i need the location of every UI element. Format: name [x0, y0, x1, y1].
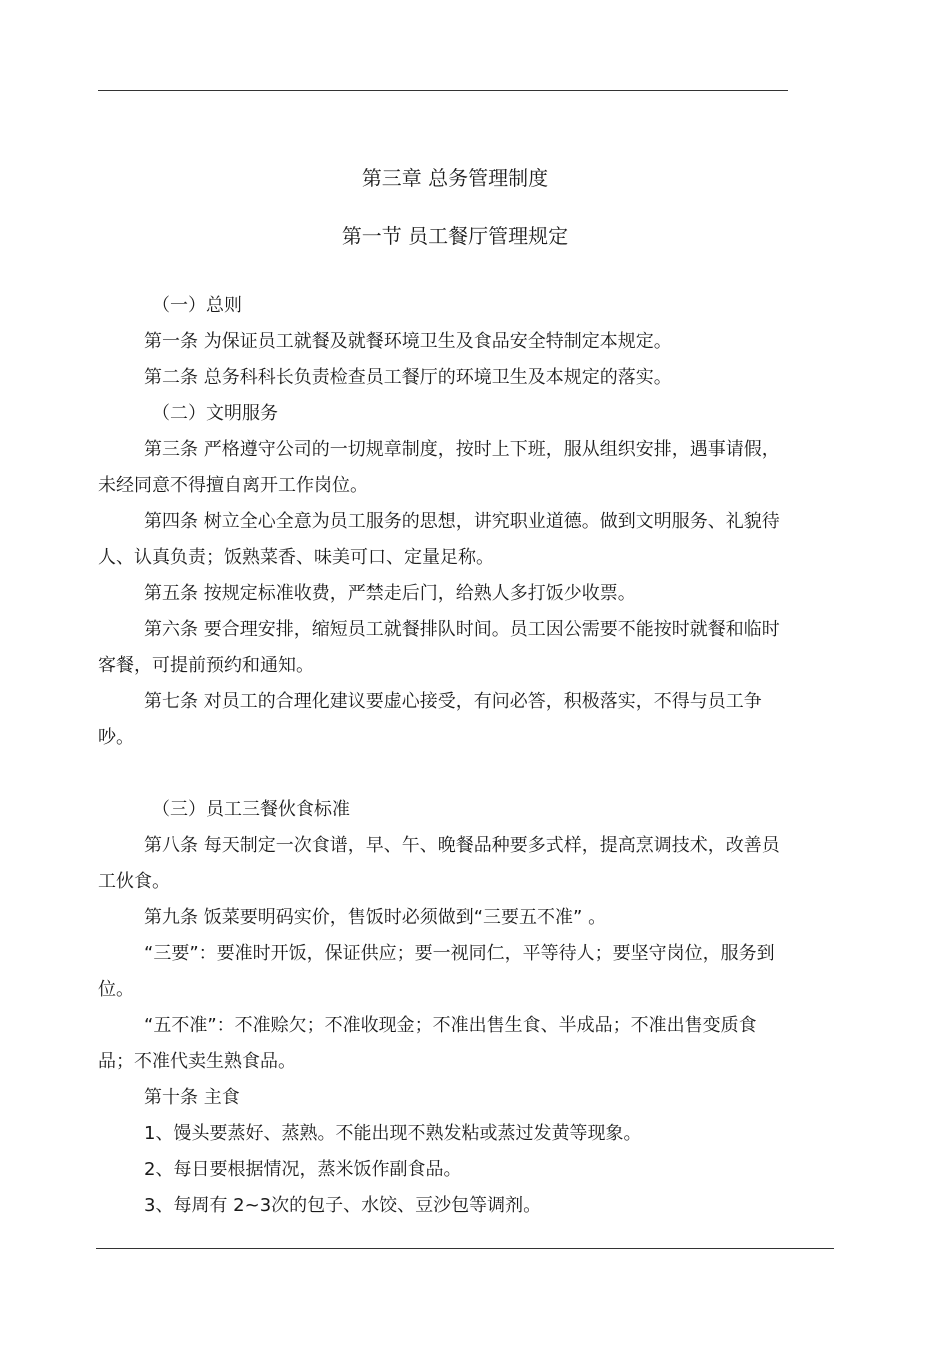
article-9: 第九条 饭菜要明码实价，售饭时必须做到“三要五不准” 。 — [144, 907, 607, 928]
subsection-heading-meals: （三）员工三餐伙食标准 — [152, 799, 350, 820]
header-rule — [98, 90, 788, 91]
article-10: 第十条 主食 — [144, 1087, 240, 1108]
document-body — [98, 160, 788, 1224]
three-musts: “三要”：要准时开饭，保证供应；要一视同仁，平等待人；要坚守岗位，服务到位。 — [98, 943, 775, 1000]
staple-item-3: 3、每周有 2~3次的包子、水饺、豆沙包等调剂。 — [144, 1195, 542, 1216]
article-7: 第七条 对员工的合理化建议要虚心接受，有问必答，积极落实，不得与员工争吵。 — [98, 691, 762, 748]
subsection-heading-service: （二）文明服务 — [152, 403, 278, 424]
staple-item-2: 2、每日要根据情况，蒸米饭作副食品。 — [144, 1159, 462, 1180]
staple-item-1: 1、馒头要蒸好、蒸熟。不能出现不熟发粘或蒸过发黄等现象。 — [144, 1123, 642, 1144]
article-2: 第二条 总务科科长负责检查员工餐厅的环境卫生及本规定的落实。 — [144, 367, 672, 388]
five-prohibitions: “五不准”：不准赊欠；不准收现金；不准出售生食、半成品；不准出售变质食品；不准代卖生熟食品。 — [98, 1015, 757, 1072]
article-5: 第五条 按规定标准收费，严禁走后门，给熟人多打饭少收票。 — [144, 583, 636, 604]
article-8: 第八条 每天制定一次食谱，早、午、晚餐品种要多式样，提高烹调技术，改善员工伙食。 — [98, 835, 780, 892]
paragraph-list — [98, 288, 788, 1224]
article-3: 第三条 严格遵守公司的一切规章制度，按时上下班，服从组织安排，遇事请假，未经同意不得擅自离开工作岗位。 — [98, 439, 780, 496]
article-1: 第一条 为保证员工就餐及就餐环境卫生及食品安全特制定本规定。 — [144, 331, 672, 352]
article-6: 第六条 要合理安排，缩短员工就餐排队时间。员工因公需要不能按时就餐和临时客餐，可提前预约和通知。 — [98, 619, 780, 676]
subsection-heading-general: （一）总则 — [152, 295, 242, 316]
chapter-title: 第三章 总务管理制度 — [361, 166, 549, 190]
section-title: 第一节 员工餐厅管理规定 — [341, 224, 569, 248]
footer-rule — [96, 1248, 834, 1249]
article-4: 第四条 树立全心全意为员工服务的思想，讲究职业道德。做到文明服务、礼貌待人、认真负责；饭熟菜香、味美可口、定量足称。 — [98, 511, 780, 568]
